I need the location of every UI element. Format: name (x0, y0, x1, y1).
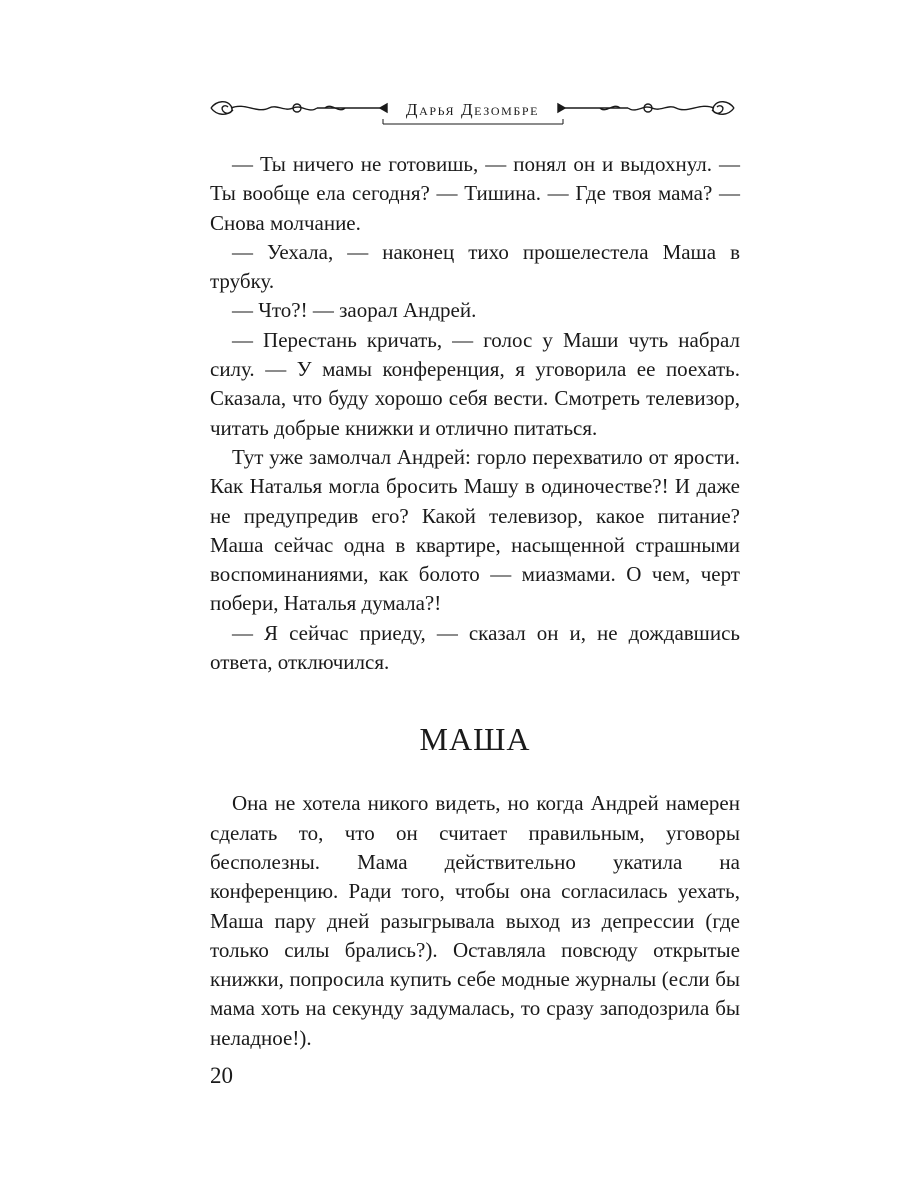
paragraph: — Что?! — заорал Андрей. (232, 298, 477, 323)
paragraph: — Уехала, — наконец тихо прошелестела Маша в трубку. (210, 239, 740, 294)
paragraph: Она не хотела никого видеть, но когда Андрей намерен сделать то, что он считает правильным, уговоры бесполезны. Мама действительно укатила на конференцию. Ради того, чтобы она согласилась уехать, Маша пару дней разыгрывала выход из депрессии (где только силы брались?). Оставляла повсюду открытые книжки, попросила купить себе модные журналы (если бы мама хоть на секунду задумалась, то сразу заподозрила бы неладное!). (210, 791, 740, 1050)
paragraph: — Я сейчас приеду, — сказал он и, не дождавшись ответа, отключился. (210, 620, 740, 675)
chapter-title: МАША (419, 721, 531, 758)
page-number: 20 (210, 1063, 233, 1088)
page-body (210, 150, 740, 1053)
paragraph: Тут уже замолчал Андрей: горло перехватило от ярости. Как Наталья могла бросить Машу в одиночестве?! И даже не предупредив его? Какой телевизор, какое питание? Маша сейчас одна в квартире, насыщенной страшными воспоминаниями, как болото — миазмами. О чем, черт побери, Наталья думала?! (210, 444, 740, 616)
running-header-author: Дарья Дезомбре (398, 100, 547, 119)
paragraph: — Ты ничего не готовишь, — понял он и выдохнул. — Ты вообще ела сегодня? — Тишина. — Где твоя мама? — Снова молчание. (210, 152, 740, 235)
running-header (205, 94, 740, 130)
paragraph: — Перестань кричать, — голос у Маши чуть набрал силу. — У мамы конференция, я уговорила ее поехать. Сказала, что буду хорошо себя вести. Смотреть телевизор, читать добрые книжки и отлично питаться. (210, 327, 740, 440)
